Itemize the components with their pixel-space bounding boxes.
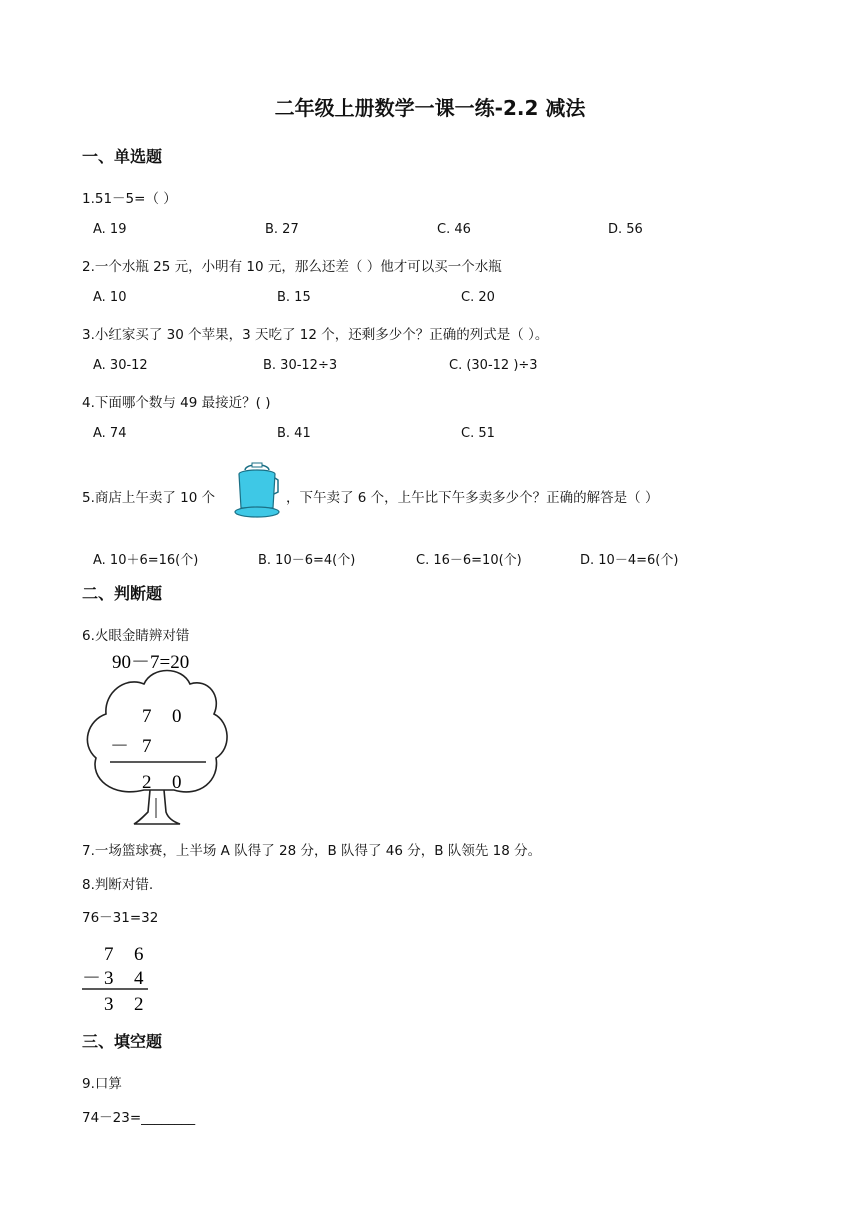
- q5-option-c: C. 16－6=10(个): [416, 553, 522, 568]
- q8-minus-sign: －: [82, 968, 102, 989]
- q1-option-a: A. 19: [93, 222, 127, 237]
- vertical-subtraction-figure: [82, 938, 162, 1016]
- q4-option-a: A. 74: [93, 426, 127, 441]
- q8-result-tens: 3: [104, 994, 114, 1015]
- q5-option-b: B. 10－6=4(个): [258, 553, 356, 568]
- q6-subtrahend: 7: [142, 736, 152, 757]
- q8-result-ones: 2: [134, 994, 144, 1015]
- q8-equation: 76－31=32: [82, 910, 159, 926]
- question-4: 4.下面哪个数与 49 最接近？( ): [82, 395, 271, 411]
- q9-equation: 74－23=________: [82, 1110, 196, 1126]
- tree-subtraction-figure: [82, 648, 232, 828]
- q6-minus-sign: －: [110, 736, 130, 757]
- q3-option-c: C. (30-12 )÷3: [449, 358, 538, 373]
- question-9: 9.口算: [82, 1076, 122, 1092]
- question-2: 2.一个水瓶 25 元，小明有 10 元，那么还差（ ）他才可以买一个水瓶: [82, 259, 502, 275]
- q8-top-tens: 7: [104, 944, 114, 965]
- q6-top-tens: 7: [142, 706, 152, 727]
- q1-option-d: D. 56: [608, 222, 643, 237]
- q8-sub-ones: 4: [134, 968, 144, 989]
- question-8: 8.判断对错.: [82, 877, 154, 893]
- q4-option-c: C. 51: [461, 426, 495, 441]
- q5-option-d: D. 10－4=6(个): [580, 553, 679, 568]
- q2-option-c: C. 20: [461, 290, 495, 305]
- section-heading-true-false: 二、判断题: [82, 584, 163, 603]
- bucket-icon: [232, 462, 282, 520]
- q6-result-tens: 2: [142, 772, 152, 793]
- question-5-part-2: ，下午卖了 6 个，上午比下午多卖多少个？正确的解答是（ ）: [286, 490, 659, 506]
- q6-top-ones: 0: [172, 706, 182, 727]
- q8-top-ones: 6: [134, 944, 144, 965]
- q2-option-a: A. 10: [93, 290, 127, 305]
- q6-equation: 90－7=20: [112, 652, 190, 673]
- q3-option-b: B. 30-12÷3: [263, 358, 338, 373]
- section-heading-single-choice: 一、单选题: [82, 147, 163, 166]
- question-6: 6.火眼金睛辨对错: [82, 628, 190, 644]
- question-3: 3.小红家买了 30 个苹果，3 天吃了 12 个，还剩多少个？正确的列式是（ ）。: [82, 327, 549, 343]
- q8-sub-tens: 3: [104, 968, 114, 989]
- q3-option-a: A. 30-12: [93, 358, 148, 373]
- q1-option-c: C. 46: [437, 222, 471, 237]
- page-title: 二年级上册数学一课一练-2.2 减法: [274, 96, 586, 120]
- q2-option-b: B. 15: [277, 290, 311, 305]
- q4-option-b: B. 41: [277, 426, 311, 441]
- q6-result-ones: 0: [172, 772, 182, 793]
- q1-option-b: B. 27: [265, 222, 299, 237]
- question-5-part-1: 5.商店上午卖了 10 个: [82, 490, 216, 506]
- section-heading-fill-blank: 三、填空题: [82, 1032, 163, 1051]
- q5-option-a: A. 10＋6=16(个): [93, 553, 199, 568]
- question-1: 1.51－5=（ ）: [82, 191, 177, 207]
- question-7: 7.一场篮球赛，上半场 A 队得了 28 分，B 队得了 46 分，B 队领先 18 分。: [82, 843, 542, 859]
